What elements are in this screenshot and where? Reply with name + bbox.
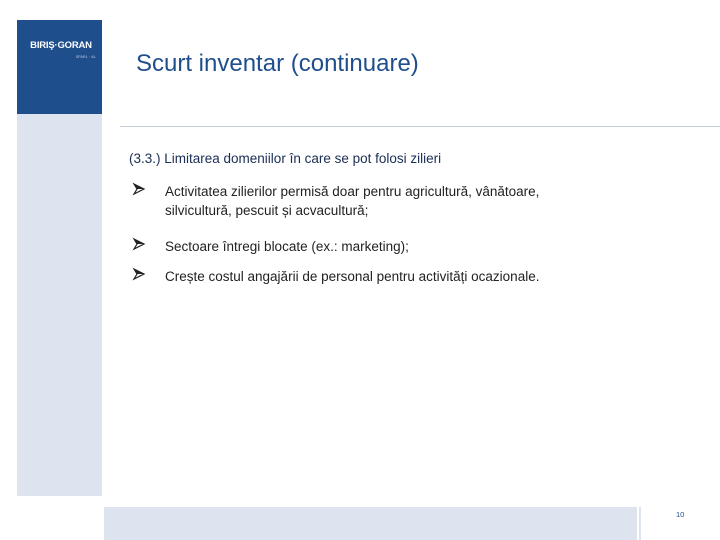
arrow-bullet-icon bbox=[132, 267, 146, 281]
arrow-bullet-icon bbox=[132, 182, 146, 196]
title-divider bbox=[120, 126, 720, 127]
bullet-text-line: silvicultură, pescuit și acvacultură; bbox=[165, 203, 369, 218]
logo-panel bbox=[17, 20, 102, 114]
slide-title: Scurt inventar (continuare) bbox=[136, 50, 419, 77]
arrow-bullet-icon bbox=[132, 237, 146, 251]
footer-bar bbox=[104, 507, 637, 540]
brand-logo: BIRIŞ·GORAN bbox=[30, 40, 92, 51]
slide-subtitle: (3.3.) Limitarea domeniilor în care se pot folosi zilieri bbox=[129, 151, 442, 166]
bullet-text bbox=[165, 182, 685, 220]
brand-tagline: SPARL · AL bbox=[75, 55, 96, 59]
bullet-text: Crește costul angajării de personal pentru activități ocazionale. bbox=[165, 269, 540, 284]
footer-divider bbox=[639, 507, 641, 540]
bullet-text-line: Activitatea zilierilor permisă doar pentru agricultură, vânătoare, bbox=[165, 184, 540, 199]
bullet-text: Sectoare întregi blocate (ex.: marketing); bbox=[165, 239, 409, 254]
page-number: 10 bbox=[676, 510, 685, 519]
left-side-strip bbox=[17, 114, 102, 496]
